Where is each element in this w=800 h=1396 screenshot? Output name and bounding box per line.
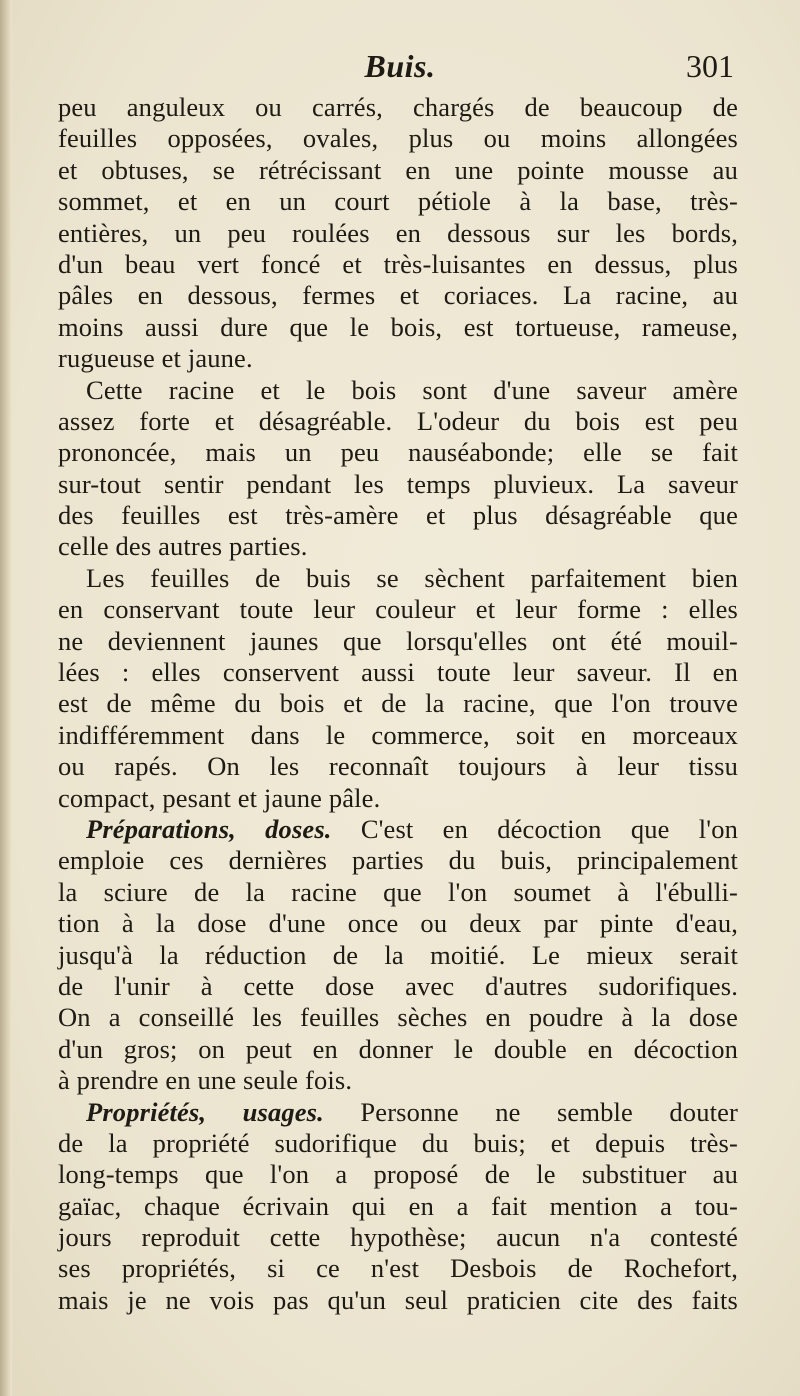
text-line (58, 814, 738, 845)
page-gutter (0, 0, 12, 1396)
text-line: assez forte et désagréable. L'odeur du bois est peu (58, 405, 738, 436)
paragraph-properties (58, 1097, 738, 1317)
text-line: On a conseillé les feuilles sèches en poudre à la dose (58, 1002, 738, 1033)
text-line: et obtuses, se rétrécissant en une pointe mousse au (58, 154, 738, 185)
text-line: à prendre en une seule fois. (58, 1065, 353, 1096)
text-line: compact, pesant et jaune pâle. (58, 782, 381, 813)
paragraph-preparations (58, 814, 738, 1097)
text-line: indifféremment dans le commerce, soit en morceaux (58, 719, 738, 750)
text-line: long-temps que l'on a proposé de le substituer au (58, 1159, 738, 1190)
text-line: feuilles opposées, ovales, plus ou moins allongées (58, 123, 738, 154)
text-line: prononcée, mais un peu nauséabonde; elle se fait (58, 437, 738, 468)
text-line: d'un gros; on peut en donner le double en décoction (58, 1033, 738, 1064)
text-line: rugueuse et jaune. (58, 343, 253, 374)
text-line: Cette racine et le bois sont d'une saveur amère (86, 374, 738, 405)
section-heading-properties: Propriétés, usages. (86, 1096, 324, 1127)
text-line: pâles en dessous, fermes et coriaces. La racine, au (58, 280, 738, 311)
text-line: jours reproduit cette hypothèse; aucun n'a contesté (58, 1222, 738, 1253)
text-run: Personne ne semble douter (360, 1096, 738, 1127)
text-line: de l'unir à cette dose avec d'autres sudorifiques. (58, 970, 738, 1001)
text-line: sur-tout sentir pendant les temps pluvieux. La saveur (58, 468, 738, 499)
page-header (60, 46, 740, 86)
text-line: des feuilles est très-amère et plus désagréable que (58, 500, 738, 531)
text-line: Les feuilles de buis se sèchent parfaitement bien (86, 562, 738, 593)
text-line: entières, un peu roulées en dessous sur les bords, (58, 217, 738, 248)
page-number: 301 (686, 48, 734, 84)
text-line (58, 1097, 738, 1128)
text-line: ne deviennent jaunes que lorsqu'elles ont été mouil- (58, 625, 738, 656)
text-line: celle des autres parties. (58, 531, 308, 562)
text-line: d'un beau vert foncé et très-luisantes en dessus, plus (58, 248, 738, 279)
text-line: tion à la dose d'une once ou deux par pinte d'eau, (58, 908, 738, 939)
text-line: mais je ne vois pas qu'un seul praticien cite des faits (58, 1284, 738, 1315)
text-line: jusqu'à la réduction de la moitié. Le mieux serait (58, 939, 738, 970)
text-line: ses propriétés, si ce n'est Desbois de Rochefort, (58, 1253, 738, 1284)
paragraph-leaf-description (58, 92, 738, 375)
text-line: peu anguleux ou carrés, chargés de beaucoup de (58, 92, 738, 122)
text-line: lées : elles conservent aussi toute leur saveur. Il en (58, 657, 738, 688)
text-run: C'est en décoction que l'on (360, 813, 738, 844)
body-text (58, 92, 738, 1316)
text-line: en conservant toute leur couleur et leur forme : elles (58, 594, 738, 625)
paragraph-taste (58, 375, 738, 563)
text-line: de la propriété sudorifique du buis; et depuis très- (58, 1127, 738, 1158)
paragraph-drying (58, 563, 738, 814)
text-line: gaïac, chaque écrivain qui en a fait mention a tou- (58, 1190, 738, 1221)
text-line: est de même du bois et de la racine, que l'on trouve (58, 688, 738, 719)
text-line: sommet, et en un court pétiole à la base, très- (58, 186, 738, 217)
text-line: moins aussi dure que le bois, est tortueuse, rameuse, (58, 311, 738, 342)
text-line: ou rapés. On les reconnaît toujours à leur tissu (58, 751, 738, 782)
section-heading-preparations: Préparations, doses. (86, 813, 332, 844)
text-line: emploie ces dernières parties du buis, principalement (58, 845, 738, 876)
text-line: la sciure de la racine que l'on soumet à l'ébulli- (58, 876, 738, 907)
running-title: Buis. (364, 48, 436, 84)
